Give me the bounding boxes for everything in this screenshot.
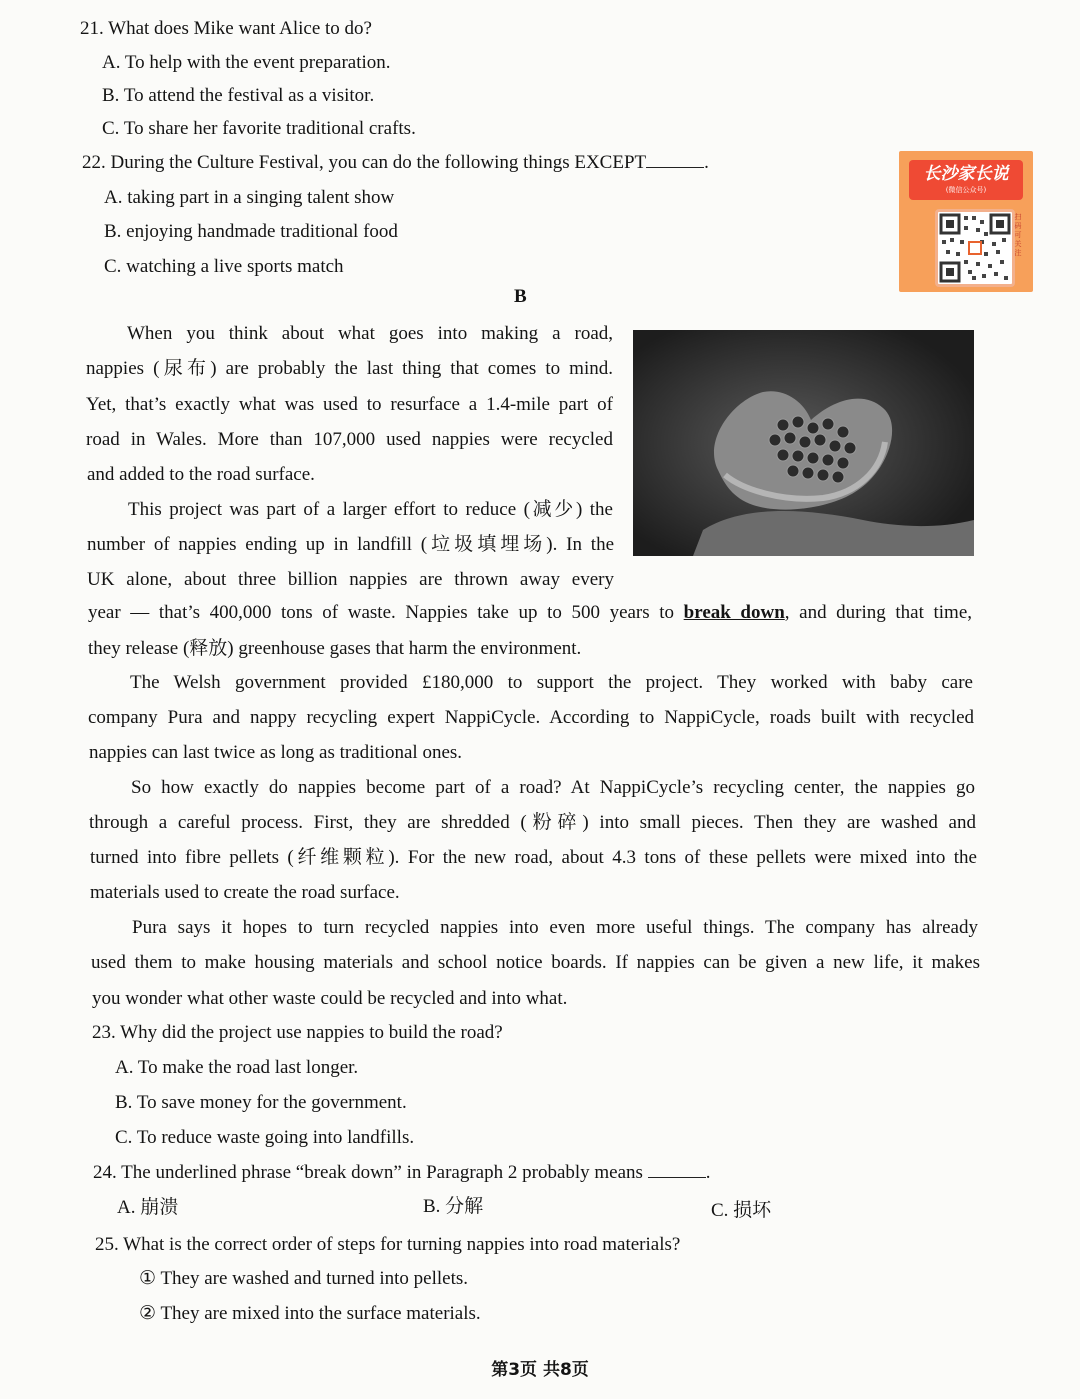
underlined-phrase: break down [683,602,785,623]
q22-option-c: C. watching a live sports match [104,256,344,277]
passage-line: UK alone, about three billion nappies are thrown away every [87,569,614,590]
passage-line: So how exactly do nappies become part of a road? At NappiCycle’s recycling center, the nappies go [131,777,975,798]
passage-line: company Pura and nappy recycling expert NappiCycle. According to NappiCycle, roads built with recycled [88,707,974,728]
answer-blank [648,1163,706,1178]
q24-stem-end: . [705,1162,711,1183]
answer-blank [646,153,704,168]
passage-line: through a careful process. First, they are shredded (粉碎) into small pieces. Then they are washed and [89,812,976,833]
q21-stem: 21. What does Mike want Alice to do? [80,18,372,39]
passage-text: year — that’s 400,000 tons of waste. Nappies take up to 500 years to [88,602,675,623]
passage-line: turned into fibre pellets (纤维颗粒). For the new road, about 4.3 tons of these pellets were mixed into the [90,847,977,868]
qr-code-icon [935,209,1015,287]
passage-line: materials used to create the road surface. [90,882,400,903]
q22-option-b: B. enjoying handmade traditional food [104,221,398,242]
q24-stem: 24. The underlined phrase “break down” in Paragraph 2 probably means [93,1162,643,1183]
wechat-account-logo [899,151,1033,292]
q24-option-a: A. 崩溃 [117,1197,179,1218]
q22-stem: 22. During the Culture Festival, you can do the following things EXCEPT [82,152,647,173]
logo-banner [909,160,1023,200]
q22-stem-line [82,151,709,175]
q23-option-a: A. To make the road last longer. [115,1057,359,1078]
q23-stem: 23. Why did the project use nappies to build the road? [92,1022,503,1043]
q23-option-b: B. To save money for the government. [115,1092,407,1113]
passage-line: The Welsh government provided £180,000 to support the project. They worked with baby care [130,672,973,693]
q24-stem-line [93,1161,710,1185]
passage-line: number of nappies ending up in landfill (垃圾填埋场). In the [87,534,614,555]
q24-option-b: B. 分解 [423,1196,484,1217]
passage-line: When you think about what goes into making a road, [127,323,613,344]
passage-line: and added to the road surface. [87,464,315,485]
hands-holding-pellets-photo [633,330,974,556]
section-label: B [514,286,527,307]
q25-stem: 25. What is the correct order of steps for turning nappies into road materials? [95,1234,681,1255]
passage-line: nappies can last twice as long as traditional ones. [89,742,463,763]
q24-option-c: C. 损坏 [711,1200,772,1221]
q25-step-2: ② They are mixed into the surface materials. [139,1303,481,1324]
page-footer: 第3页 共8页 [491,1360,589,1380]
q22-stem-end: . [704,152,709,173]
passage-line: nappies (尿布) are probably the last thing that comes to mind. [86,358,613,379]
q22-option-a: A. taking part in a singing talent show [104,187,395,208]
q21-option-b: B. To attend the festival as a visitor. [102,85,375,106]
q21-option-c: C. To share her favorite traditional crafts. [102,118,416,139]
passage-line [88,601,972,625]
passage-text: , and during that time, [784,602,973,623]
q25-step-1: ① They are washed and turned into pellets. [139,1268,469,1289]
passage-line: they release (释放) greenhouse gases that harm the environment. [88,638,582,659]
passage-line: Pura says it hopes to turn recycled nappies into even more useful things. The company has already [132,917,978,938]
q23-option-c: C. To reduce waste going into landfills. [115,1127,415,1148]
passage-line: Yet, that’s exactly what was used to resurface a 1.4-mile part of [86,394,613,415]
q21-option-a: A. To help with the event preparation. [102,52,391,73]
passage-line: This project was part of a larger effort to reduce (减少) the [128,499,613,520]
logo-title: 长沙家长说 [923,164,1009,184]
passage-line: you wonder what other waste could be recycled and into what. [92,988,568,1009]
passage-line: used them to make housing materials and school notice boards. If nappies can be given a new life, it makes [91,952,980,973]
logo-side-caption: 扫码可关注 [1014,213,1022,257]
logo-subtitle: (微信公众号) [945,186,987,194]
passage-line: road in Wales. More than 107,000 used nappies were recycled [86,429,613,450]
